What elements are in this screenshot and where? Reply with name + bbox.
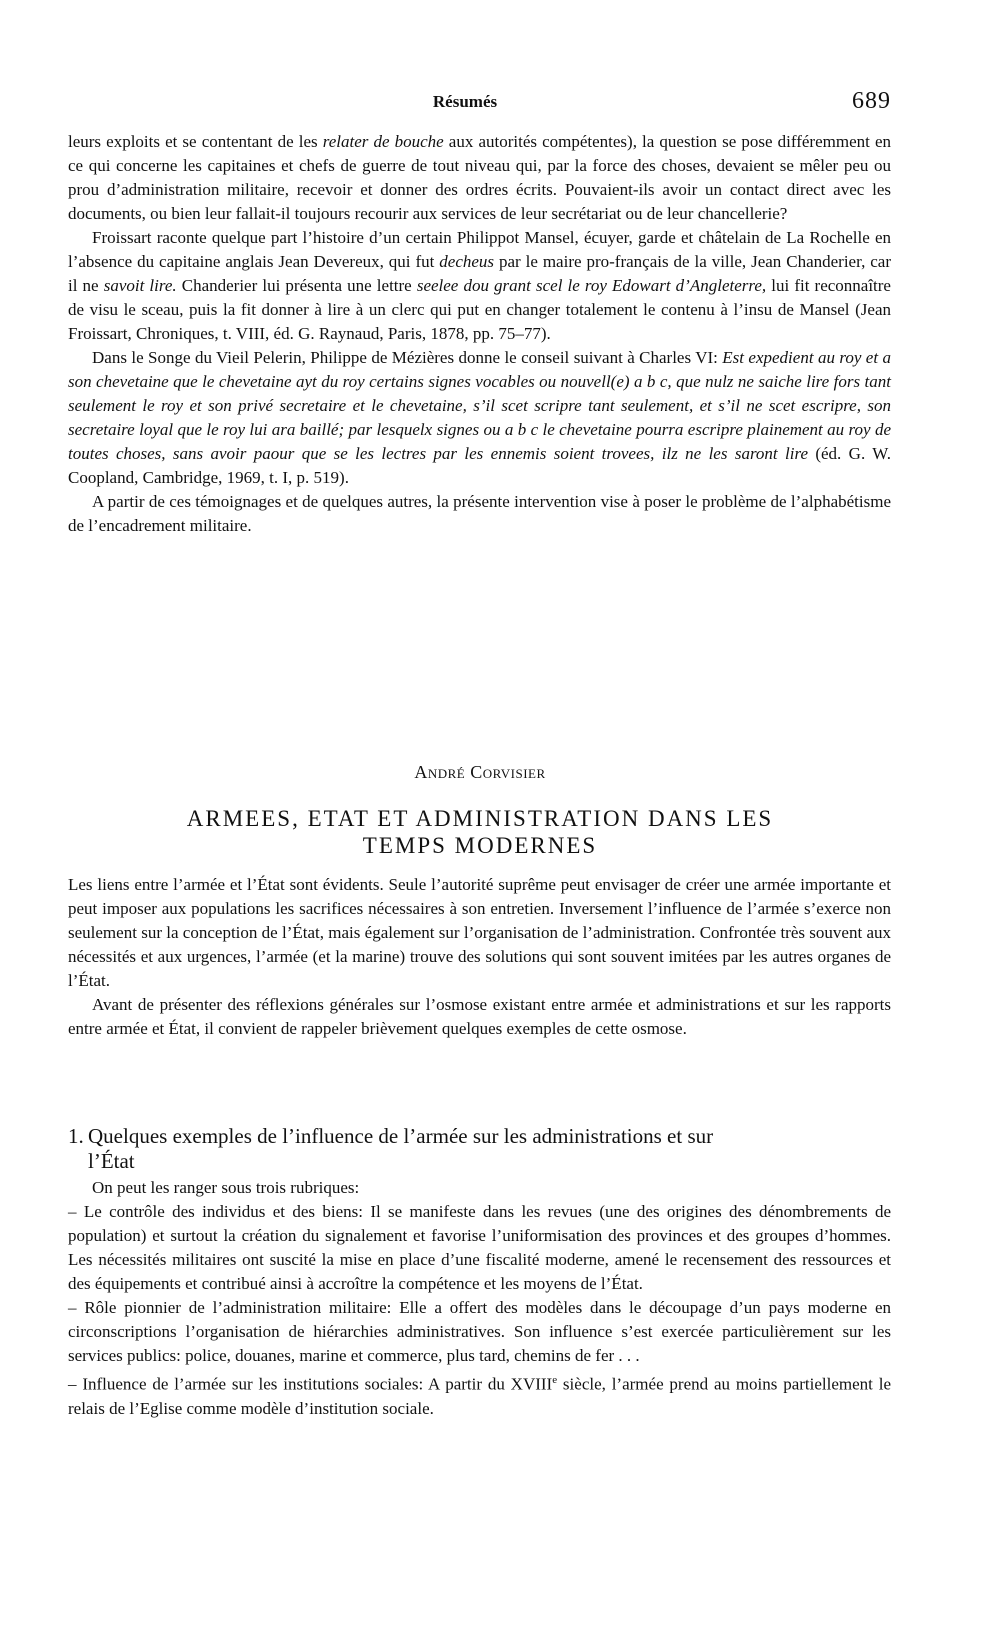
previous-abstract-body — [68, 130, 891, 538]
text-run: Chanderier lui présenta une lettre — [176, 276, 417, 295]
italic-run: decheus — [439, 252, 495, 271]
list-item: – Rôle pionnier de l’administration militaire: Elle a offert des modèles dans le découpage d’un pays moderne en circonscriptions l’organisation de hiérarchies administratives. Son influence s’est exercée particulièrement sur les services publics: police, douanes, marine et commerce, plus tard, chemins de fer . . . — [68, 1298, 891, 1365]
italic-run: Est expedient au roy et a son chevetaine que le chevetaine ayt du roy certains signes vocables ou nouvell(e) a b c, que nulz ne saiche lire fors tant seulement le roy et son privé secretaire et le chevetaine, s’il scet scripre tant seulement, et s’il ne scet escripre, son secretaire loyal que le roy lui ara baillé; par lesquelx signes ou a b c le chevetaine pourra escripre plainement au roy de toutes choses, sans avoir paour que se les lectres par les ennemis soient trovees, ilz ne les saront lire — [68, 348, 891, 463]
text-run: siècle, l’armée prend au moins partiellement le relais de l’Eglise comme modèle d’institution sociale. — [68, 1374, 891, 1418]
list-item — [68, 1368, 891, 1421]
superscript: e — [552, 1374, 558, 1386]
text-run: aux autorités compétentes), la question se pose différemment en ce qui concerne les capitaines et chefs de guerre de tout niveau qui, par la force des choses, devaient se mêler peu ou prou d’administration militaire, recevoir et donner des ordres écrits. Pouvaient-ils avoir un contact direct avec les documents, ou bien leur fallait-il toujours recourir aux services de leur secrétariat ou de leur chancellerie? — [68, 132, 891, 223]
article-author: André Corvisier — [414, 762, 546, 782]
text-run: leurs exploits et se contentant de les — [68, 132, 323, 151]
paragraph: Les liens entre l’armée et l’État sont évidents. Seule l’autorité suprême peut envisager de créer une armée importante et peut imposer aux populations les sacrifices nécessaires à son entretien. Inversement l’influence de l’armée s’exerce non seulement sur la conception de l’État, mais également sur l’organisation de l’administration. Confrontée très souvent aux nécessités et aux urgences, l’armée (et la marine) trouve des solutions qui sont souvent imitées par les autres organes de l’État. — [68, 875, 891, 990]
italic-run: relater de bouche — [322, 132, 444, 151]
section-number: 1. — [68, 1124, 84, 1148]
title-line: ARMEES, ETAT ET ADMINISTRATION DANS LES — [186, 806, 774, 831]
paragraph: A partir de ces témoignages et de quelques autres, la présente intervention vise à poser le problème de l’alphabétisme de l’encadrement militaire. — [68, 492, 891, 535]
text-run: (éd. G. W. Coopland, Cambridge, 1969, t. I, p. 519). — [68, 444, 891, 487]
title-line: TEMPS MODERNES — [362, 833, 598, 858]
text-run: Dans le Songe du Vieil Pelerin, Philippe de Mézières donne le conseil suivant à Charles VI: — [92, 348, 723, 367]
text-run: par le maire pro-français de la ville, Jean Chanderier, car il ne — [68, 252, 892, 295]
running-header — [0, 88, 1000, 118]
paragraph — [68, 346, 891, 490]
section-heading — [68, 1124, 891, 1174]
paragraph: On peut les ranger sous trois rubriques: — [92, 1178, 360, 1197]
list-item: – Le contrôle des individus et des biens: Il se manifeste dans les revues (une des origines des dénombrements de population) et surtout la création du signalement et favorise l’uniformisation des provinces et des groupes d’hommes. Les nécessités militaires ont suscité la mise en place d’une fiscalité moderne, amené le recensement des ressources et des équipements et contribué ainsi à accroître la compétence et les moyens de l’État. — [68, 1202, 891, 1293]
section-body — [68, 1176, 891, 1421]
paragraph: Avant de présenter des réflexions générales sur l’osmose existant entre armée et administrations et sur les rapports entre armée et État, il convient de rappeler brièvement quelques exemples de cette osmose. — [68, 995, 891, 1038]
article-title — [0, 805, 960, 859]
article-intro — [68, 873, 891, 1041]
page-number: 689 — [852, 88, 891, 114]
section-title-line: l’État — [88, 1149, 135, 1173]
text-run: lui fit reconnaître de visu le sceau, puis la fit donner à lire à un clerc qui put en changer totalement le contenu à l’insu de Mansel (Jean Froissart, Chroniques, t. VIII, éd. G. Raynaud, Paris, 1878, pp. 75–77). — [68, 276, 891, 343]
text-run: – Influence de l’armée sur les institutions sociales: A partir du XVIII — [68, 1374, 553, 1394]
italic-run: seelee dou grant scel le roy Edowart d’Angleterre, — [416, 276, 767, 295]
section-title-line: Quelques exemples de l’influence de l’armée sur les administrations et sur — [88, 1124, 714, 1148]
text-run: Froissart raconte quelque part l’histoire d’un certain Philippot Mansel, écuyer, garde et châtelain de La Rochelle en l’absence du capitaine anglais Jean Devereux, qui fut — [68, 228, 891, 271]
italic-run: savoit lire. — [103, 276, 177, 295]
running-title: Résumés — [432, 92, 498, 111]
paragraph — [68, 226, 891, 346]
paragraph — [68, 130, 891, 226]
